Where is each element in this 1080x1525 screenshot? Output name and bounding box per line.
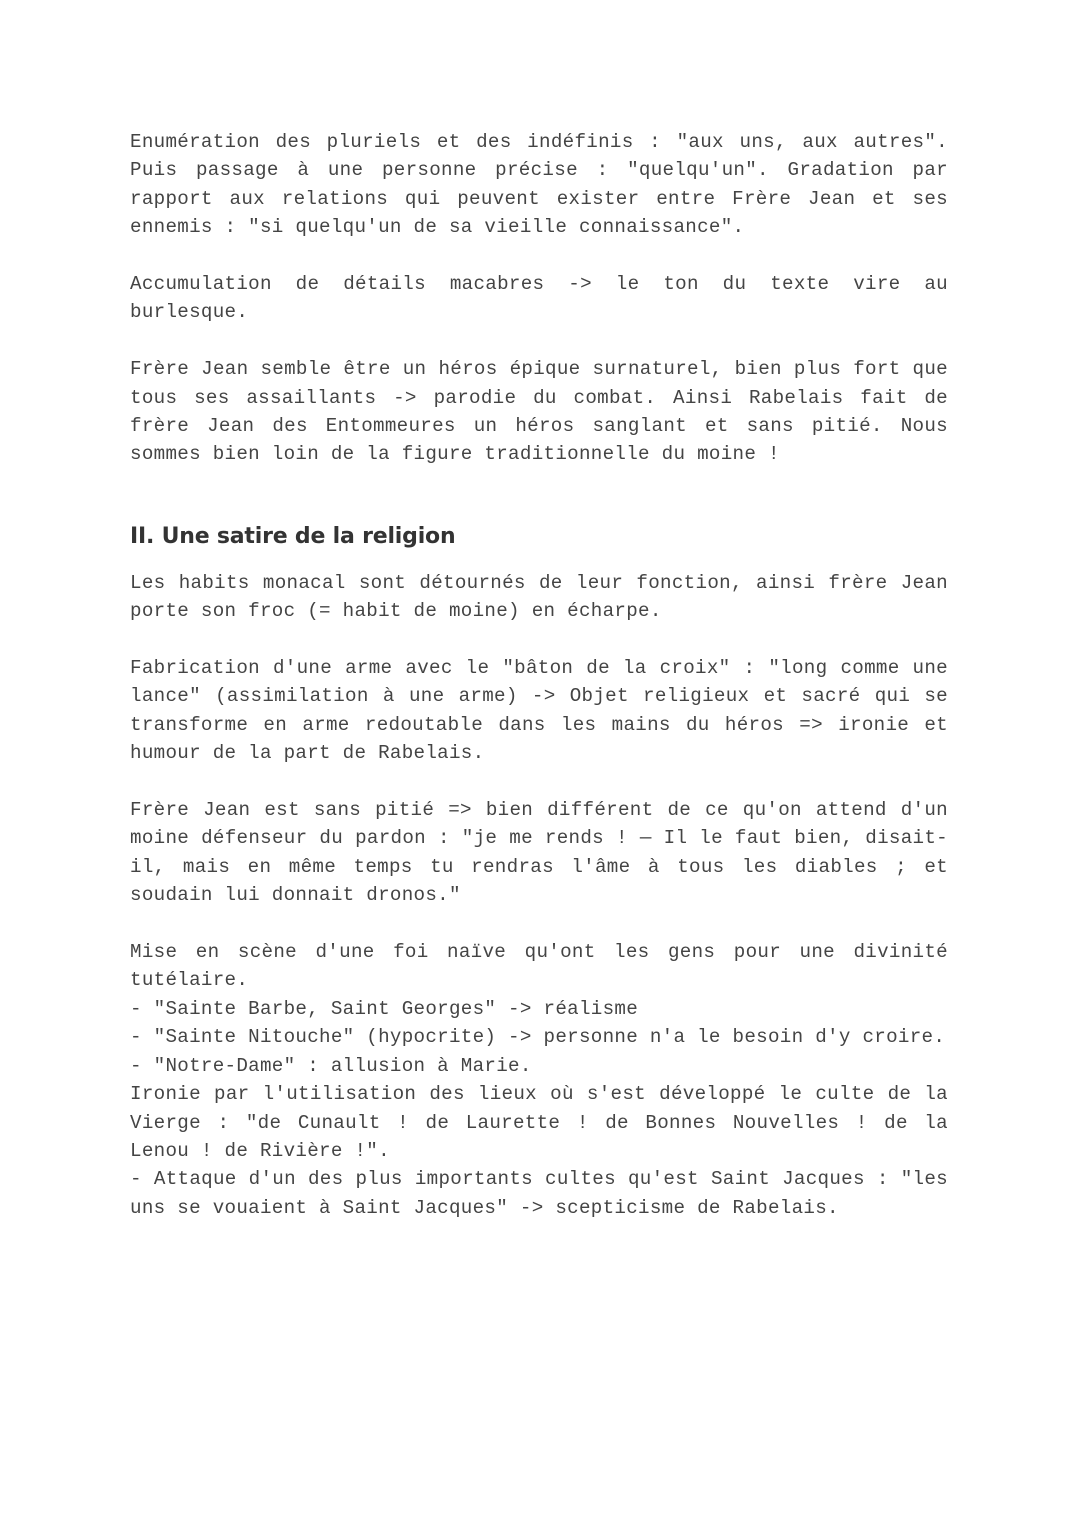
- list-item: - Attaque d'un des plus importants cultes qu'est Saint Jacques : "les uns se vouaient à Saint Jacques" -> scepticisme de Rabelais.: [130, 1168, 948, 1219]
- list-item: - "Sainte Barbe, Saint Georges" -> réalisme: [130, 997, 639, 1020]
- paragraph-baton-croix: Fabrication d'une arme avec le "bâton de la croix" : "long comme une lance" (assimilation à une arme) -> Objet religieux et sacré qui se transforme en arme redoutable dans les mains du héros => ironie et humour de la part de Rabelais.: [130, 657, 948, 765]
- paragraph-habits-monacal: Les habits monacal sont détournés de leur fonction, ainsi frère Jean porte son froc (= habit de moine) en écharpe.: [130, 571, 948, 623]
- foi-naive-intro: Mise en scène d'une foi naïve qu'ont les gens pour une divinité tutélaire.: [130, 941, 948, 992]
- paragraph-sans-pitie: Frère Jean est sans pitié => bien différent de ce qu'on attend d'un moine défenseur du pardon : "je me rends ! — Il le faut bien, disait-il, mais en même temps tu rendras l'âme à tous les diables ; et soudain lui donnait dronos.": [130, 799, 948, 907]
- irony-paragraph: Ironie par l'utilisation des lieux où s'est développé le culte de la Vierge : "de Cunault ! de Laurette ! de Bonnes Nouvelles ! de la Lenou ! de Rivière !".: [130, 1083, 948, 1162]
- foi-naive-block: [130, 938, 948, 1222]
- paragraph-heros-epique: Frère Jean semble être un héros épique surnaturel, bien plus fort que tous ses assaillants -> parodie du combat. Ainsi Rabelais fait de frère Jean des Entommeures un héros sanglant et sans pitié. Nous sommes bien loin de la figure traditionnelle du moine !: [130, 358, 948, 466]
- list-item: - "Sainte Nitouche" (hypocrite) -> personne n'a le besoin d'y croire.: [130, 1026, 946, 1049]
- list-item: - "Notre-Dame" : allusion à Marie.: [130, 1054, 532, 1077]
- paragraph-accumulation: Accumulation de détails macabres -> le ton du texte vire au burlesque.: [130, 273, 948, 324]
- document-page: [130, 128, 948, 1222]
- paragraph-enumeration: Enumération des pluriels et des indéfinis : "aux uns, aux autres". Puis passage à une personne précise : "quelqu'un". Gradation par rapport aux relations qui peuvent exister entre Frère Jean et ses ennemis : "si quelqu'un de sa vieille connaissance".: [130, 131, 948, 239]
- section-heading: II. Une satire de la religion: [130, 523, 456, 549]
